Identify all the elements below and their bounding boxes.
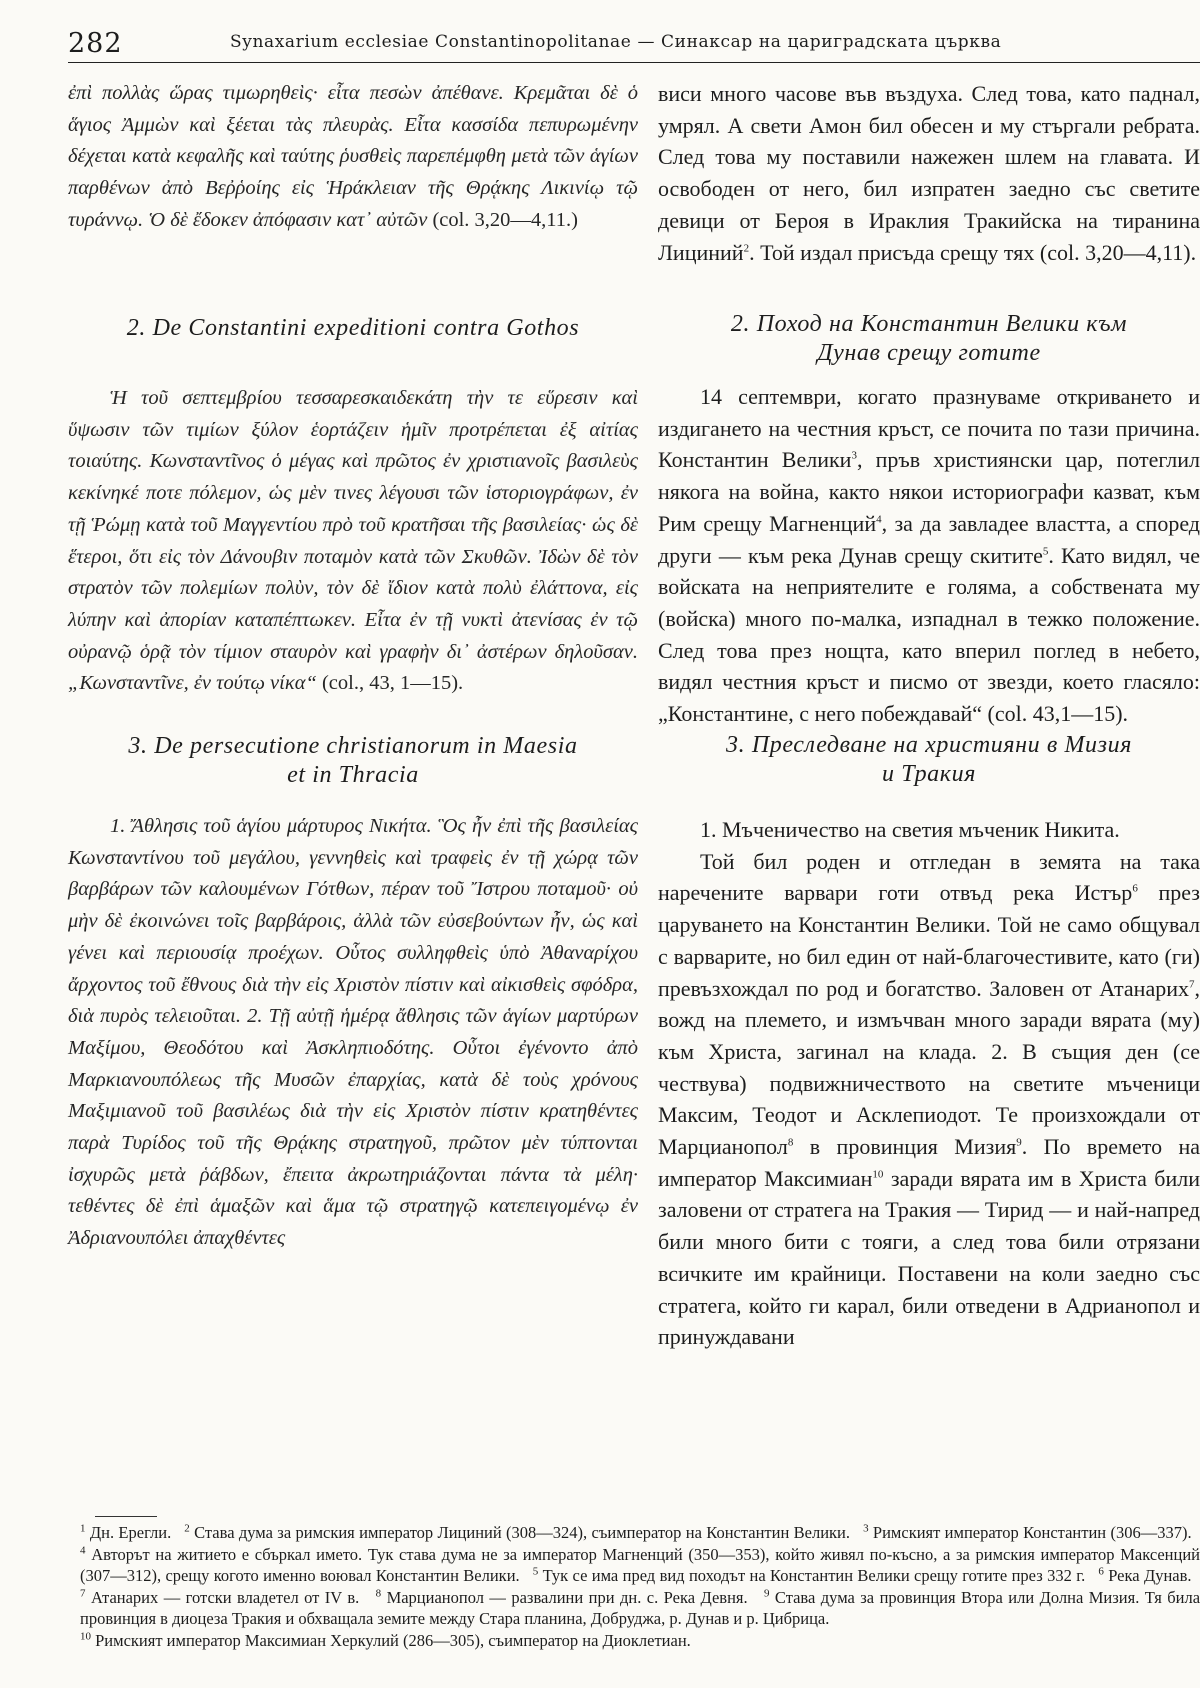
- bulgarian-section-2: 14 септември, когато празнуваме откриването и издигането на честния кръст, се почита по тази причина. Константин Велики$^3$, пръв християнски цар, потеглил някога на война, както някои историографи казват, към Рим срещу Магненций$^4$, за да завладее властта, а според други — към река Дунав срещу скитите$^5$. Като видял, че войската на неприятелите е голяма, а собствената му (войска) много по-малка, изпаднал в тежко положение. След това през нощта, като вперил поглед в небето, видял честния кръст и писмо от звезди, което гласяло: „Константине, с него побеждавай“ (col. 43,1—15).: [658, 384, 1200, 727]
- footnote-ref: 3: [851, 450, 857, 463]
- greek-section-3: [68, 811, 638, 1255]
- footnote: Римският император Константин (306—337).: [872, 1523, 1192, 1542]
- footnote: Река Дунав.: [1108, 1566, 1192, 1585]
- footnote: Авторът на житието е сбъркал името. Тук става дума не за император Магненций (350—353), който живял по-късно, а за римския император Максенций (307—312), срещу когото именно воювал Константин Велики.: [80, 1544, 1200, 1585]
- footnotes: $^1$ Дн. Ерегли. $^2$ Става дума за римския император Лициний (308—324), съимператор на Константин Велики. $^3$ Римският император Константин (306—337). $^4$ Авторът на житието е сбъркал името. Тук става дума не за император Магненций (350—353), който живял по-късно, а за римския император Максенций (307—312), срещу когото именно воювал Константин Велики. $^5$ Тук се има пред вид походът на Константин Велики срещу готите през 332 г. $^6$ Река Дунав. $^7$ Атанарих — готски владетел от IV в. $^8$ Марцианопол — развалини при дн. с. Река Девня. $^9$ Става дума за провинция Втора или Долна Мизия. Тя била провинция в диоцеза Тракия и обхващала земите между Стара планина, Добруджа, р. Дунав и р. Цибрица. $^{10}$ Римският император Максимиан Херкулий (286—305), съимператор на Диоклетиан.: [80, 1522, 1200, 1650]
- section-3-title-bulgarian: 3. Преследване на християни в Мизия и Тракия: [726, 732, 1132, 787]
- footnote: Става дума за провинция Втора или Долна Мизия. Тя била провинция в диоцеза Тракия и обхващала земите между Стара планина, Добруджа, р. Дунав и р. Цибрица.: [80, 1587, 1200, 1628]
- greek-intro: [68, 78, 638, 237]
- section-2-title-bulgarian: 2. Поход на Константин Велики към Дунав срещу готите: [730, 311, 1128, 366]
- page-number: 282: [68, 28, 123, 59]
- page-header: [68, 22, 1200, 63]
- section-3-title-latin: 3. De persecutione christianorum in Maesia et in Thracia: [128, 733, 578, 788]
- footnote-ref: 6: [1132, 883, 1138, 896]
- footnote-divider: [95, 1516, 157, 1517]
- footnote: Марцианопол — развалини при дн. с. Река Девня.: [386, 1587, 748, 1607]
- bulgarian-intro: виси много часове във въздуха. След това, като паднал, умрял. А свети Амон бил обесен и му стъргали ребрата. След това му поставили нажежен шлем на главата. И освободен от него, бил изпратен заедно със светите девици от Бероя в Ираклия Тракийска на тиранина Лициний$^2$. Той издал присъда срещу тях (col. 3,20—4,11).: [658, 81, 1200, 265]
- bulgarian-section-3: 1. Мъченичество на светия мъченик Никита. Той бил роден и отгледан в земята на така наречените варвари готи отвъд река Истър$^6$ през царуването на Константин Велики. Той не само общувал с варварите, но бил един от най-благочестивите, като (ги) превъзхождал по род и богатство. Заловен от Атанарих$^7$, вожд на племето, и измъчван много заради вярата (му) към Христа, загинал на клада. 2. В същия ден (се чествува) подвижничеството на светите мъченици Максим, Теодот и Асклепиодот. Те произхождали от Марцианопол$^8$ в провинция Мизия$^9$. По времето на император Максимиан$^{10}$ заради вярата им в Христа били заловени от стратега на Тракия — Тирид — и най-напред били много бити с тояги, а след това били отрязани всичките им крайници. Поставени на коли заедно със стратега, който ги карал, били отведени в Адрианопол и принуждавани: [658, 814, 1200, 1353]
- citation: (col. 43,1—15).: [987, 701, 1129, 727]
- footnote-ref: 8: [787, 1136, 794, 1149]
- citation: (col. 3,20—4,11).: [1039, 239, 1197, 265]
- greek-section-3-text: 1. Ἄθλησις τοῦ ἁγίου μάρτυρος Νικήτα. Ὃς ἦν ἐπὶ τῆς βασιλείας Κωνσταντίνου τοῦ μεγάλου, γεννηθεὶς καὶ τραφεὶς ἐν τῇ χώρᾳ τῶν βαρβάρων τῶν καλουμένων Γότθων, πέραν τοῦ Ἴστρου ποταμοῦ· οὐ μὴν δὲ ἐκοινώνει τοῖς βαρβάροις, ἀλλὰ τῶν εὐσεβούντων ἦν, ὡς καὶ γένει καὶ περιουσίᾳ προέχων. Οὗτος συλληφθεὶς ὑπὸ Ἀθαναρίχου ἄρχοντος τοῦ ἔθνους διὰ τὴν εἰς Χριστὸν πίστιν καὶ αἰκισθεὶς σφόδρα, διὰ πυρὸς τελειοῦται. 2. Τῇ αὐτῇ ἡμέρᾳ ἄθλησις τῶν ἁγίων μαρτύρων Μαξίμου, Θεοδότου καὶ Ἀσκληπιοδότης. Οὗτοι ἐγένοντο ἀπὸ Μαρκιανουπόλεως τῆς Μυσῶν ἐπαρχίας, κατὰ δὲ τοὺς χρόνους Μαξιμιανοῦ τοῦ βασιλέως διὰ τὴν εἰς Χριστὸν πίστιν κρατηθέντες παρὰ Τυρίδος τοῦ τῆς Θρᾴκης στρατηγοῦ, πρῶτον μὲν τύπτονται ἰσχυρῶς μετὰ ῥάβδων, ἔπειτα ἀκρωτηριάζονται πάντα τὰ μέλη· τεθέντες δὲ ἐπὶ ἁμαξῶν καὶ ἅμα τῷ στρατηγῷ κατεπειγομένῳ ἐν Ἀδριανουπόλει ἀπαχθέντες: [68, 815, 638, 1250]
- greek-section-2-text: Ἡ τοῦ σεπτεμβρίου τεσσαρεσκαιδεκάτη τὴν τε εὕρεσιν καὶ ὕψωσιν τῶν τιμίων ξύλον ἑορτάζειν ἡμῖν προτρέπεται ἐξ αἰτίας τοιαύτης. Κωνσταντῖνος ὁ μέγας καὶ πρῶτος ἐν χριστιανοῖς βασιλεὺς κεκίνηκέ ποτε πόλεμον, ὡς μὲν τινες λέγουσι τῶν ἱστοριογράφων, ἐν τῇ Ῥώμῃ κατὰ τοῦ Μαγγεντίου πρὸ τοῦ κρατῆσαι τῆς βασιλείας· ὡς δὲ ἕτεροι, ὅτι εἰς τὸν Δάνουβιν ποταμὸν κατὰ τῶν Σκυθῶν. Ἰδὼν δὲ τὸν στρατὸν τῶν πολεμίων πολὺν, τὸν δὲ ἴδιον κατὰ πολὺ ἐλάττονα, εἰς λύπην καὶ ἀπορίαν καταπέπτωκεν. Εἶτα ἐν τῇ νυκτὶ ἀτενίσας ἐν τῷ οὐρανῷ ὁρᾷ τὸν τίμιον σταυρὸν καὶ γραφὴν δι᾽ ἀστέρων δηλοῦσαν. „Κωνσταντῖνε, ἐν τούτῳ νίκα“: [68, 387, 638, 695]
- footnote-ref: 10: [872, 1168, 884, 1181]
- citation: (col., 43, 1—15).: [321, 672, 464, 695]
- section-2-title-latin: 2. De Constantini expeditioni contra Gothos: [126, 315, 580, 341]
- footnote: Тук се има пред вид походът на Константин Велики срещу готите през 332 г.: [542, 1566, 1086, 1585]
- martyrdom-heading: 1. Мъченичество на светия мъченик Никита.: [700, 817, 1120, 842]
- footnote-ref: 5: [1042, 545, 1049, 558]
- footnote: Дн. Ерегли.: [89, 1523, 172, 1542]
- footnote: Атанарих — готски владетел от IV в.: [90, 1587, 360, 1607]
- greek-section-2: [68, 383, 638, 700]
- footnote-ref: 7: [1189, 978, 1195, 991]
- footnote-ref: 2: [743, 242, 750, 255]
- citation: (col. 3,20—4,11.): [432, 208, 578, 231]
- footnote-ref: 9: [1016, 1136, 1022, 1149]
- footnote-ref: 4: [876, 513, 882, 526]
- greek-intro-text: ἐπὶ πολλὰς ὥρας τιμωρηθεὶς· εἶτα πεσὼν ἀπέθανε. Κρεμᾶται δὲ ὁ ἅγιος Ἀμμὼν καὶ ξέεται τὰς πλευρὰς. Εἶτα κασσίδα πεπυρωμένην δέχεται κατὰ κεφαλῆς καὶ ταύτης ῥυσθεὶς παρεπέμφθη μετὰ τῶν ἁγίων παρθένων ἀπὸ Βεῤῥοίης εἰς Ἡράκλειαν τῆς Θρᾴκης Λικινίῳ τῷ τυράννῳ. Ὁ δὲ ἔδοκεν ἀπόφασιν κατ᾽ αὐτῶν: [68, 82, 638, 231]
- running-title: Synaxarium ecclesiae Constantinopolitanae — Синаксар на цариградската църква: [230, 32, 1002, 52]
- footnote: Римският император Максимиан Херкулий (286—305), съимператор на Диоклетиан.: [95, 1630, 691, 1650]
- footnote: Става дума за римския император Лициний (308—324), съимператор на Константин Велики.: [194, 1523, 851, 1542]
